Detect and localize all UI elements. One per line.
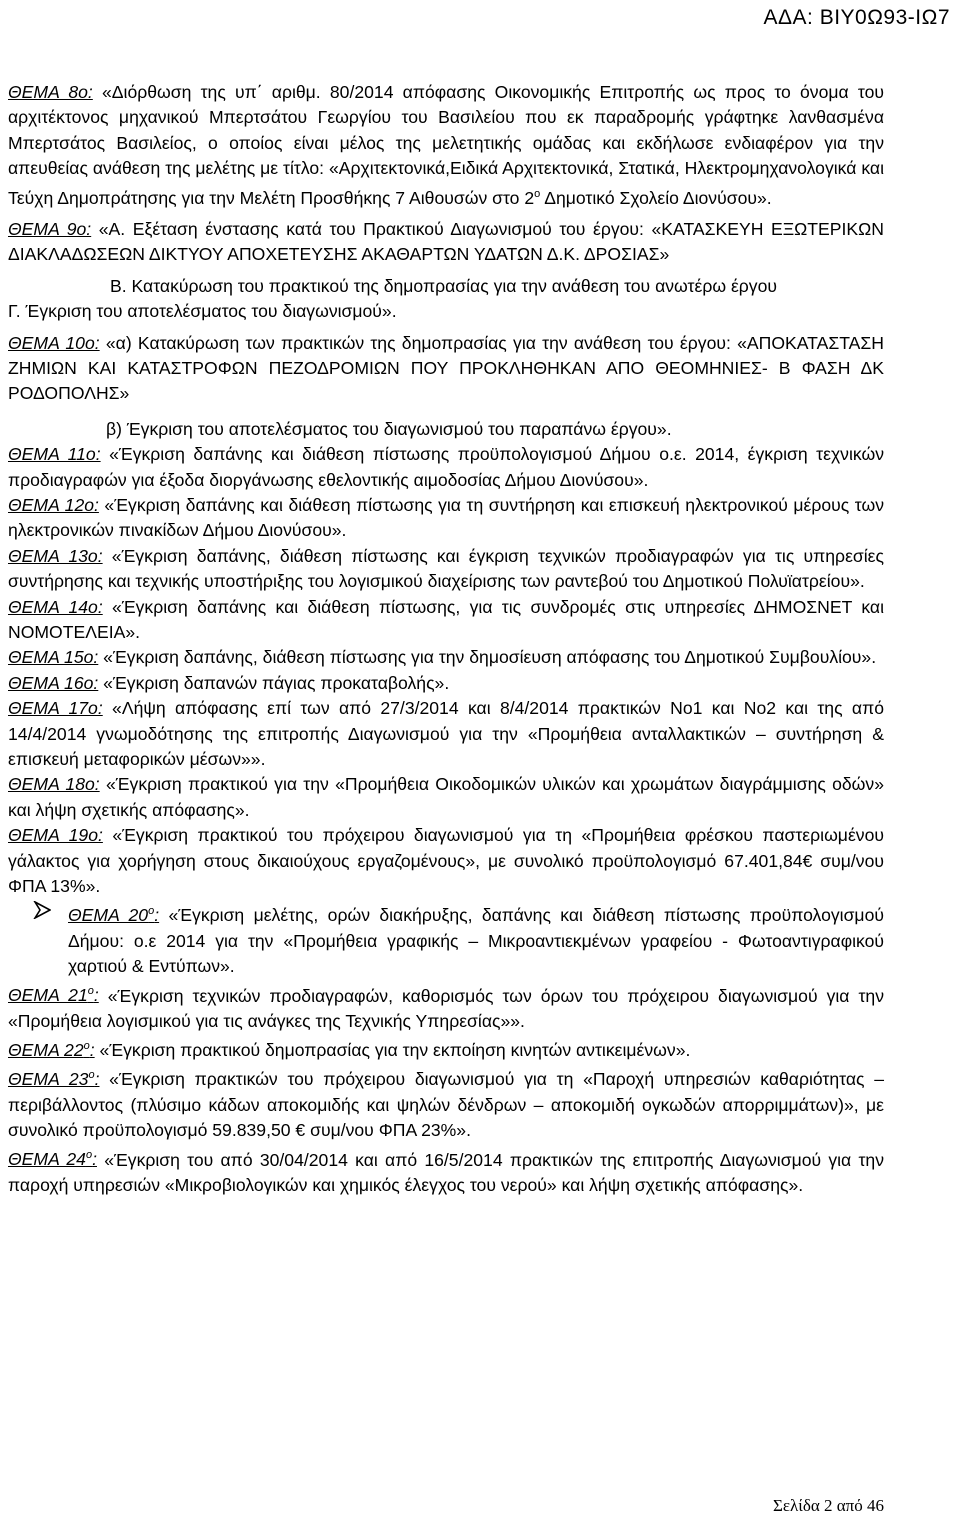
item-label: ΘΕΜΑ 13ο:	[8, 545, 103, 566]
item-13: ΘΕΜΑ 13ο: «Έγκριση δαπάνης, διάθεση πίστωσης και έγκριση τεχνικών προδιαγραφών για τις υπηρεσίες συντήρησης και τεχνικής υποστήριξης του λογισμικού διαχείρισης των ραντεβού του Δημοτικού Πολυϊατρείου».	[8, 545, 884, 592]
item-24: ΘΕΜΑ $24^o$: «Έγκριση του από 30/04/2014 και από 16/5/2014 πρακτικών της επιτροπής Διαγωνισμού για την παροχή υπηρεσιών «Μικροβιολογικών και χημικός έλεγχος του νερού» και λήψη σχετικής απόφασης».	[8, 1149, 884, 1195]
item-9-c: Γ. Έγκριση του αποτελέσματος του διαγωνισμού».	[8, 301, 397, 322]
item-14: ΘΕΜΑ 14ο: «Έγκριση δαπάνης και διάθεση πίστωσης, για τις συνδρομές στις υπηρεσίες ΔΗΜΟΣΝΕΤ και ΝΟΜΟΤΕΛΕΙΑ».	[8, 596, 884, 642]
item-11: ΘΕΜΑ 11ο: «Έγκριση δαπάνης και διάθεση πίστωσης προϋπολογισμού Δήμου ο.ε. 2014, έγκριση τεχνικών προδιαγραφών για έξοδα διοργάνωσης εθελοντικής αιμοδοσίας Δήμου Διονύσου».	[8, 444, 884, 490]
item-label: ΘΕΜΑ 10ο:	[8, 332, 100, 353]
item-10: ΘΕΜΑ 10ο: «α) Κατακύρωση των πρακτικών της δημοπρασίας για την ανάθεση του έργου: «ΑΠΟΚΑΤΑΣΤΑΣΗ ΖΗΜΙΩΝ ΚΑΙ ΚΑΤΑΣΤΡΟΦΩΝ ΠΕΖΟΔΡΟΜΙΩΝ ΠΟΥ ΠΡΟΚΛΗΘΗΚΑΝ ΑΠΟ ΘΕΟΜΗΝΙΕΣ- Β ΦΑΣΗ ΔΚ ΡΟΔΟΠΟΛΗΣ»	[8, 332, 884, 404]
item-8: ΘΕΜΑ 8ο: «Διόρθωση της υπ΄ αριθμ. 80/2014 απόφασης Οικονομικής Επιτροπής ως προς το όνομα του αρχιτέκτονος μηχανικού Μπερτσάτου Γεωργίου του Βασιλείου που εκ παραδρομής γράφτηκε λανθασμένα Μπερτσάτος Βασιλείος, ο οποίος είναι μέλος της μελετητικής ομάδας και εκδήλωσε ενδιαφέρον για την απευθείας ανάθεση της μελέτης με τίτλο: «Αρχιτεκτονικά,Ειδικά Αρχιτεκτονικά, Στατικά, Ηλεκτρομηχανολογικά και Τεύχη Δημοπράτησης για την Μελέτη Προσθήκης 7 Αιθουσών στο $2^o$ Δημοτικό Σχολείο Διονύσου».	[8, 82, 884, 208]
item-label: ΘΕΜΑ 12ο:	[8, 494, 99, 515]
item-20: ΘΕΜΑ $20^o$: «Έγκριση μελέτης, ορών διακήρυξης, δαπάνης και διάθεση πίστωσης προϋπολογισμού Δήμου: ο.ε 2014 για την «Προμήθεια γραφικής – Μικροαντιεκμένων γραφείου - Φωτοαντιγραφικού χαρτιού & Εντύπων».	[8, 899, 884, 979]
item-label: ΘΕΜΑ 11ο:	[8, 444, 101, 465]
item-label: ΘΕΜΑ 14ο:	[8, 596, 103, 617]
item-18: ΘΕΜΑ 18ο: «Έγκριση πρακτικού για την «Προμήθεια Οικοδομικών υλικών και χρωμάτων διαγράμμισης οδών» και λήψη σχετικής απόφασης».	[8, 774, 884, 820]
item-label: ΘΕΜΑ 18ο:	[8, 774, 100, 795]
item-16: ΘΕΜΑ 16ο: «Έγκριση δαπανών πάγιας προκαταβολής».	[8, 672, 450, 693]
item-15: ΘΕΜΑ 15ο: «Έγκριση δαπάνης, διάθεση πίστωσης για την δημοσίευση απόφασης του Δημοτικού Συμβουλίου».	[8, 647, 877, 668]
item-9: ΘΕΜΑ 9ο: «Α. Εξέταση ένστασης κατά του Πρακτικού Διαγωνισμού του έργου: «ΚΑΤΑΣΚΕΥΗ ΕΞΩΤΕΡΙΚΩΝ ΔΙΑΚΛΑΔΩΣΕΩΝ ΔΙΚΤΥΟΥ ΑΠΟΧΕΤΕΥΣΗΣ ΑΚΑΘΑΡΤΩΝ ΥΔΑΤΩΝ Δ.Κ. ΔΡΟΣΙΑΣ»	[8, 218, 884, 265]
page-number: Σελίδα 2 από 46	[772, 1496, 884, 1515]
item-label: ΘΕΜΑ 15ο:	[8, 647, 99, 668]
item-9-b: Β. Κατακύρωση του πρακτικού της δημοπρασίας για την ανάθεση του ανωτέρω έργου	[110, 275, 778, 296]
agenda-items	[8, 80, 884, 1198]
item-17: ΘΕΜΑ 17ο: «Λήψη απόφασης επί των από 27/3/2014 και 8/4/2014 πρακτικών Νο1 και Νο2 και της από 14/4/2014 γνωμοδότησης της επιτροπής Διαγωνισμού για την «Προμήθεια ανταλλακτικών – συντήρηση & επισκευή μεταφορικών μέσων»».	[8, 698, 884, 770]
item-label: ΘΕΜΑ 16ο:	[8, 672, 99, 693]
ada-code: ΑΔΑ: ΒΙΥ0Ω93-ΙΩ7	[763, 6, 950, 29]
item-label: ΘΕΜΑ 17ο:	[8, 698, 103, 719]
item-19: ΘΕΜΑ 19ο: «Έγκριση πρακτικού του πρόχειρου διαγωνισμού για τη «Προμήθεια φρέσκου παστεριωμένου γάλακτος για χορήγηση στους δικαιούχους εργαζομένους», με συνολικό προϋπολογισμό 67.401,84€ συμ/νου ΦΠΑ 13%».	[8, 825, 884, 897]
item-label: ΘΕΜΑ $21^o$:	[8, 985, 99, 1006]
item-label: ΘΕΜΑ $24^o$:	[8, 1149, 97, 1170]
item-label: ΘΕΜΑ 8ο:	[8, 82, 93, 102]
item-12: ΘΕΜΑ 12ο: «Έγκριση δαπάνης και διάθεση πίστωσης για τη συντήρηση και επισκευή ηλεκτρονικού μέρους των ηλεκτρονικών πινακίδων Δήμου Διονύσου».	[8, 494, 884, 541]
item-22: ΘΕΜΑ $22^o$: «Έγκριση πρακτικού δημοπρασίας για την εκποίηση κινητών αντικειμένων».	[8, 1040, 691, 1061]
item-label: ΘΕΜΑ $23^o$:	[8, 1069, 100, 1090]
item-label: ΘΕΜΑ $20^o$:	[68, 905, 160, 926]
item-10-b: β) Έγκριση του αποτελέσματος του διαγωνισμού του παραπάνω έργου».	[106, 418, 672, 439]
item-label: ΘΕΜΑ 19ο:	[8, 825, 103, 846]
item-23: ΘΕΜΑ $23^o$: «Έγκριση πρακτικών του πρόχειρου διαγωνισμού για τη «Παροχή υπηρεσιών καθαριότητας – περιβάλλοντος (πλύσιμο κάδων αποκομιδής και ψηλών δένδρων – αποκομιδή ογκωδών απορριμμάτων)», με συνολικό προϋπολογισμό 59.839,50 € συμ/νου ΦΠΑ 23%».	[8, 1069, 884, 1141]
item-label: ΘΕΜΑ 9ο:	[8, 218, 92, 239]
arrowhead-bullet-icon	[33, 901, 51, 919]
item-21: ΘΕΜΑ $21^o$: «Έγκριση τεχνικών προδιαγραφών, καθορισμός των όρων του πρόχειρου διαγωνισμού για την «Προμήθεια λογισμικού για τις ανάγκες της Τεχνικής Υπηρεσίας»».	[8, 985, 884, 1031]
item-label: ΘΕΜΑ $22^o$:	[8, 1040, 95, 1061]
